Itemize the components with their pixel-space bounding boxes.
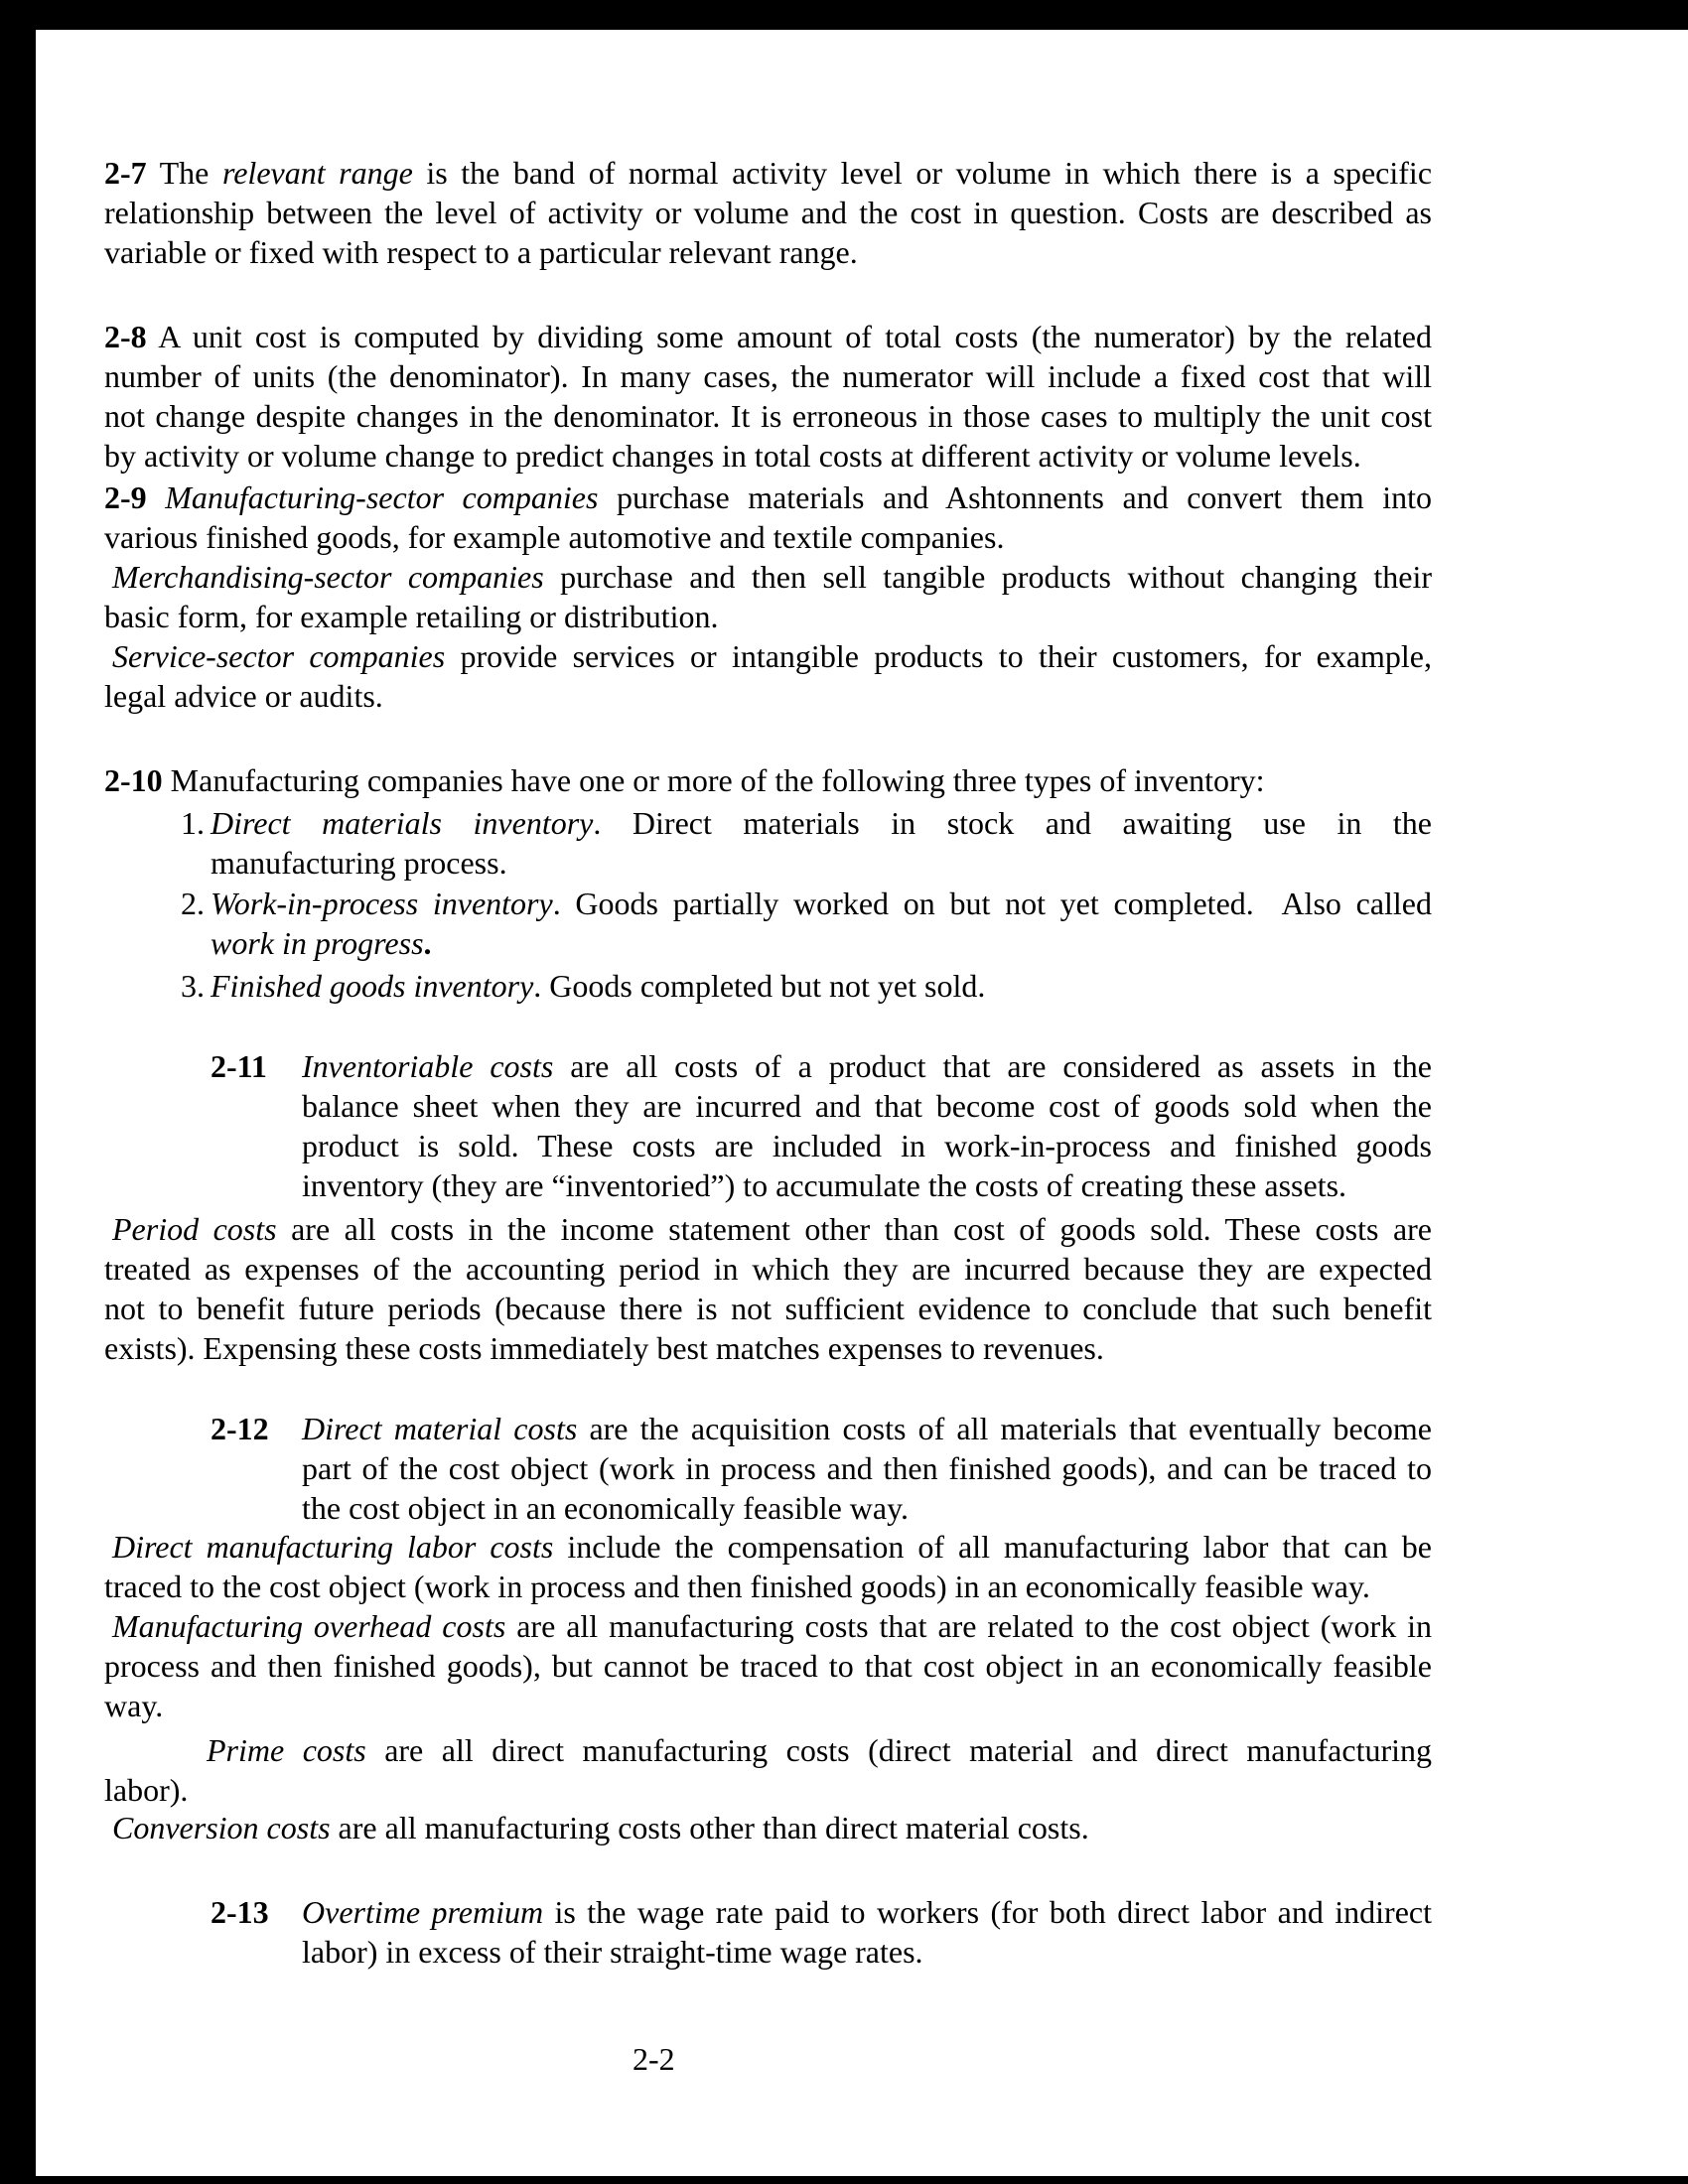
text-line: work in progress. bbox=[211, 925, 432, 961]
text-line: balance sheet when they are incurred and that become cost of goods sold when the bbox=[302, 1088, 1432, 1124]
text-line: Prime costs are all direct manufacturing costs (direct material and direct manufacturing bbox=[207, 1732, 1433, 1768]
para-2-13 bbox=[211, 1892, 1433, 1972]
text-line: various finished goods, for example automotive and textile companies. bbox=[104, 519, 1005, 555]
text-line: Work-in-process inventory. Goods partially worked on but not yet completed. Also called bbox=[211, 886, 1433, 921]
section-number: 2-12 bbox=[211, 1411, 269, 1446]
text-line: not to benefit future periods (because there is not sufficient evidence to conclude that such benefit bbox=[104, 1291, 1432, 1326]
para-period bbox=[104, 1209, 1432, 1368]
text-line: Merchandising-sector companies purchase and then sell tangible products without changing their bbox=[112, 559, 1433, 595]
text-line: process and then finished goods), but cannot be traced to that cost object in an economically feasible bbox=[104, 1648, 1432, 1684]
scan-edge-left bbox=[0, 0, 36, 2184]
text-line: way. bbox=[104, 1688, 164, 1723]
text-line: Inventoriable costs are all costs of a product that are considered as assets in the bbox=[302, 1048, 1433, 1084]
text-line: Direct material costs are the acquisition costs of all materials that eventually become bbox=[302, 1411, 1433, 1446]
text-line: Direct manufacturing labor costs include the compensation of all manufacturing labor that can be bbox=[112, 1529, 1433, 1565]
para-conversion bbox=[104, 1808, 1432, 1847]
text-line: Finished goods inventory. Goods completed but not yet sold. bbox=[211, 968, 986, 1004]
para-2-7 bbox=[104, 153, 1432, 272]
text-line: 2-8 A unit cost is computed by dividing some amount of total costs (the numerator) by the related bbox=[104, 319, 1432, 354]
text-line: 2-10 Manufacturing companies have one or more of the following three types of inventory: bbox=[104, 762, 1265, 798]
para-overhead bbox=[104, 1606, 1432, 1725]
text-line: traced to the cost object (work in process and then finished goods) in an economically feasible way. bbox=[104, 1569, 1370, 1604]
text-line: Conversion costs are all manufacturing costs other than direct material costs. bbox=[112, 1810, 1089, 1845]
list-number: 2. bbox=[181, 886, 205, 921]
text-line: exists). Expensing these costs immediately best matches expenses to revenues. bbox=[104, 1330, 1104, 1366]
list-item-2 bbox=[181, 884, 1433, 963]
list-number: 3. bbox=[181, 968, 205, 1004]
text-line: the cost object in an economically feasible way. bbox=[302, 1490, 910, 1526]
text-line: legal advice or audits. bbox=[104, 678, 383, 714]
text-line: part of the cost object (work in process and then finished goods), and can be traced to bbox=[302, 1450, 1432, 1486]
page-number: 2-2 bbox=[633, 2041, 675, 2077]
text-line: Manufacturing overhead costs are all manufacturing costs that are related to the cost object (work in bbox=[112, 1608, 1433, 1644]
scan-edge-bottom bbox=[0, 2176, 1688, 2184]
text-line: treated as expenses of the accounting period in which they are incurred because they are expected bbox=[104, 1251, 1432, 1287]
text-line: 2-9 Manufacturing-sector companies purchase materials and Ashtonnents and convert them into bbox=[104, 479, 1433, 515]
text-line: number of units (the denominator). In many cases, the numerator will include a fixed cost that will bbox=[104, 358, 1432, 394]
para-direct-labor bbox=[104, 1527, 1432, 1606]
list-number: 1. bbox=[181, 805, 205, 841]
text-line: labor). bbox=[104, 1772, 189, 1808]
text-line: basic form, for example retailing or distribution. bbox=[104, 599, 719, 634]
para-2-11 bbox=[211, 1046, 1433, 1205]
text-line: product is sold. These costs are included in work-in-process and finished goods bbox=[302, 1128, 1432, 1163]
list-item-3 bbox=[181, 966, 1432, 1006]
para-2-10 bbox=[104, 760, 1432, 800]
text-line: Service-sector companies provide services or intangible products to their customers, for example, bbox=[112, 638, 1433, 674]
text-line: Period costs are all costs in the income statement other than cost of goods sold. These costs are bbox=[112, 1211, 1433, 1247]
text-line: 2-7 The relevant range is the band of normal activity level or volume in which there is a specific bbox=[104, 155, 1433, 191]
text-line: not change despite changes in the denominator. It is erroneous in those cases to multiply the unit cost bbox=[104, 398, 1432, 434]
list-item-1 bbox=[181, 803, 1433, 883]
text-line: inventory (they are “inventoried”) to accumulate the costs of creating these assets. bbox=[302, 1167, 1347, 1203]
text-line: manufacturing process. bbox=[211, 845, 507, 881]
text-line: Overtime premium is the wage rate paid to workers (for both direct labor and indirect bbox=[302, 1894, 1433, 1930]
para-service bbox=[104, 636, 1432, 716]
scan-edge-top bbox=[0, 0, 1688, 30]
text-line: variable or fixed with respect to a particular relevant range. bbox=[104, 234, 858, 270]
text-line: by activity or volume change to predict changes in total costs at different activity or volume levels. bbox=[104, 438, 1361, 474]
para-2-8 bbox=[104, 317, 1432, 476]
text-line: relationship between the level of activity or volume and the cost in question. Costs are described as bbox=[104, 195, 1432, 230]
para-prime bbox=[104, 1730, 1432, 1810]
para-merchandising bbox=[104, 557, 1432, 636]
section-number: 2-11 bbox=[211, 1048, 267, 1084]
para-2-9 bbox=[104, 478, 1432, 557]
section-number: 2-13 bbox=[211, 1894, 269, 1930]
text-line: labor) in excess of their straight-time wage rates. bbox=[302, 1934, 923, 1970]
text-line: Direct materials inventory. Direct materials in stock and awaiting use in the bbox=[211, 805, 1433, 841]
para-2-12 bbox=[211, 1409, 1433, 1528]
